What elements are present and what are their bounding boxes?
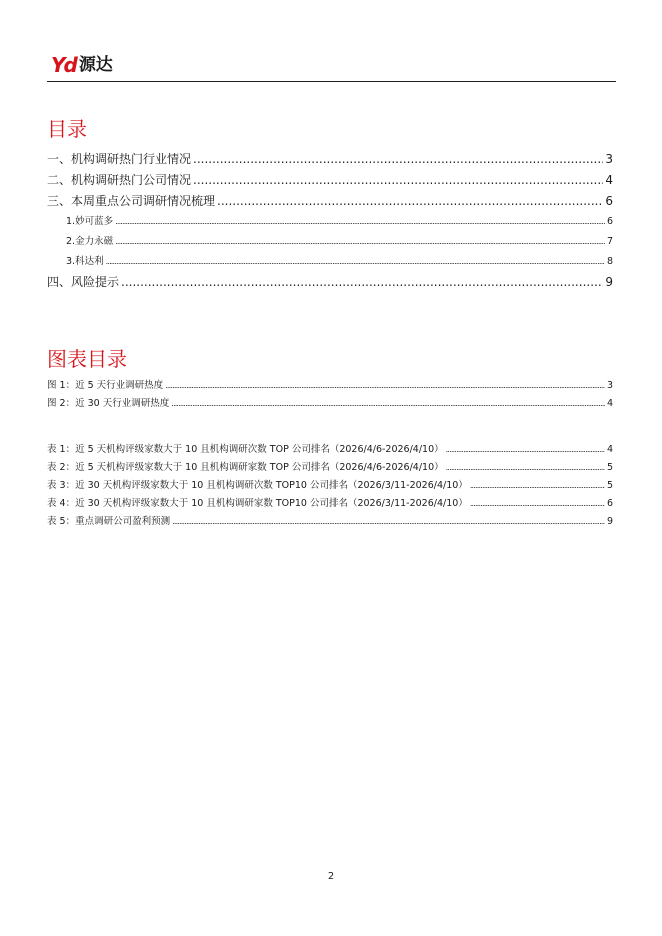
figure-entry-page: 4 bbox=[606, 398, 613, 409]
toc-entry-label: 一、机构调研热门行业情况 bbox=[47, 152, 192, 166]
toc-entry-label: 2.金力永磁 bbox=[66, 236, 114, 247]
dot-leader bbox=[470, 477, 605, 495]
dot-leader bbox=[193, 170, 603, 191]
toc-entry[interactable] bbox=[47, 149, 613, 170]
toc-entry[interactable] bbox=[47, 170, 613, 191]
figure-entry[interactable] bbox=[47, 377, 613, 395]
logo-text: 源达 bbox=[78, 55, 113, 75]
toc-entry-label: 二、机构调研热门公司情况 bbox=[47, 173, 192, 187]
toc-entry-label: 3.科达利 bbox=[66, 256, 104, 267]
toc-entry-page: 9 bbox=[605, 275, 613, 289]
tables-list bbox=[47, 441, 613, 531]
dot-leader bbox=[165, 377, 605, 395]
toc-entry-label: 四、风险提示 bbox=[47, 275, 120, 289]
table-entry-page: 9 bbox=[606, 516, 613, 527]
table-entry-label: 表 1：近 5 天机构评级家数大于 10 且机构调研次数 TOP 公司排名（2026/4/6-2026/4/10） bbox=[47, 444, 444, 455]
dot-leader bbox=[217, 191, 603, 212]
figure-entry-label: 图 1：近 5 天行业调研热度 bbox=[47, 380, 164, 391]
toc-entry-page: 6 bbox=[605, 194, 613, 208]
figures-list-title: 图表目录 bbox=[47, 347, 127, 371]
toc-entry-page: 3 bbox=[605, 152, 613, 166]
dot-leader bbox=[193, 149, 603, 170]
table-entry-page: 6 bbox=[606, 498, 613, 509]
toc-entry-page: 4 bbox=[605, 173, 613, 187]
table-entry[interactable] bbox=[47, 477, 613, 495]
dot-leader bbox=[115, 212, 605, 232]
table-entry-page: 5 bbox=[606, 462, 613, 473]
toc-subentry[interactable] bbox=[47, 252, 613, 272]
logo-mark: Yd bbox=[51, 53, 76, 77]
table-of-contents bbox=[47, 149, 613, 293]
dot-leader bbox=[470, 495, 605, 513]
table-entry[interactable] bbox=[47, 495, 613, 513]
page-header bbox=[47, 52, 616, 82]
table-entry-page: 4 bbox=[606, 444, 613, 455]
table-entry-label: 表 2：近 5 天机构评级家数大于 10 且机构调研家数 TOP 公司排名（2026/4/6-2026/4/10） bbox=[47, 462, 444, 473]
toc-entry[interactable] bbox=[47, 191, 613, 212]
toc-entry-page: 7 bbox=[606, 236, 613, 247]
figure-entry-label: 图 2：近 30 天行业调研热度 bbox=[47, 398, 170, 409]
table-entry-label: 表 5：重点调研公司盈利预测 bbox=[47, 516, 171, 527]
figure-entry[interactable] bbox=[47, 395, 613, 413]
dot-leader bbox=[106, 252, 605, 272]
table-entry-page: 5 bbox=[606, 480, 613, 491]
table-entry-label: 表 3：近 30 天机构评级家数大于 10 且机构调研次数 TOP10 公司排名（2026/3/11-2026/4/10） bbox=[47, 480, 468, 491]
figures-list bbox=[47, 377, 613, 413]
table-entry-label: 表 4：近 30 天机构评级家数大于 10 且机构调研家数 TOP10 公司排名（2026/3/11-2026/4/10） bbox=[47, 498, 468, 509]
toc-title: 目录 bbox=[47, 117, 87, 141]
page-number: 2 bbox=[327, 871, 335, 882]
dot-leader bbox=[115, 232, 605, 252]
toc-subentry[interactable] bbox=[47, 232, 613, 252]
toc-entry-label: 三、本周重点公司调研情况梳理 bbox=[47, 194, 216, 208]
dot-leader bbox=[171, 395, 605, 413]
toc-entry-label: 1.妙可蓝多 bbox=[66, 216, 114, 227]
dot-leader bbox=[446, 459, 605, 477]
toc-subentry[interactable] bbox=[47, 212, 613, 232]
toc-entry-page: 6 bbox=[606, 216, 613, 227]
dot-leader bbox=[172, 513, 605, 531]
table-entry[interactable] bbox=[47, 513, 613, 531]
table-entry[interactable] bbox=[47, 459, 613, 477]
toc-entry-page: 8 bbox=[606, 256, 613, 267]
toc-entry[interactable] bbox=[47, 272, 613, 293]
figure-entry-page: 3 bbox=[606, 380, 613, 391]
table-entry[interactable] bbox=[47, 441, 613, 459]
company-logo bbox=[51, 52, 113, 76]
dot-leader bbox=[446, 441, 605, 459]
dot-leader bbox=[121, 272, 603, 293]
